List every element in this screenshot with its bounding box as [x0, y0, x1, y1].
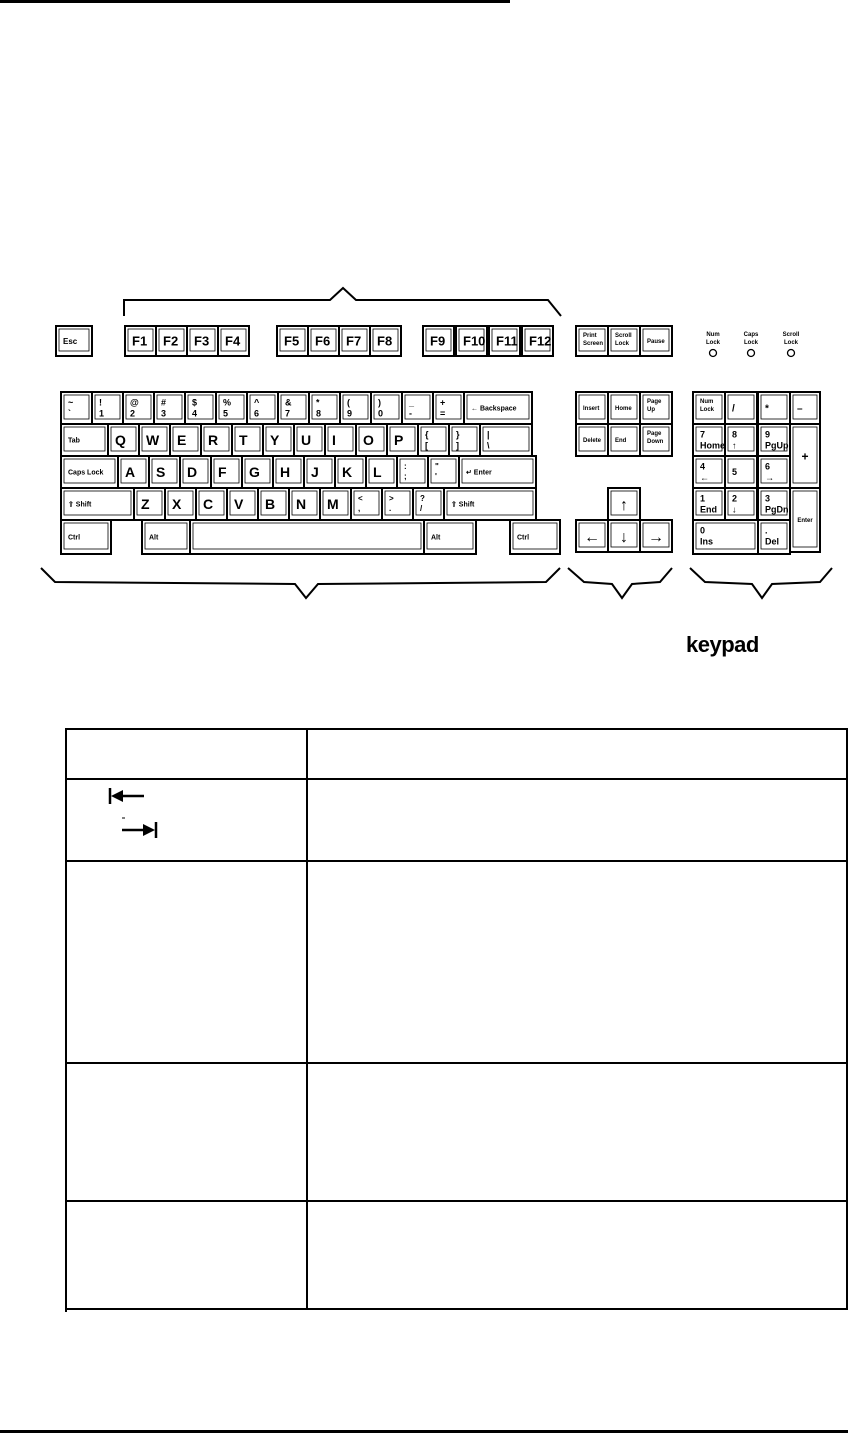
key-f8[interactable]	[370, 326, 401, 356]
key-t[interactable]	[232, 424, 263, 456]
key-5-label: 5	[223, 408, 229, 419]
key-u-label: U	[301, 432, 312, 449]
tab-key-symbol	[67, 780, 306, 860]
key-6[interactable]	[247, 392, 278, 424]
key-punct-r4-1[interactable]	[382, 488, 413, 520]
key-f11-label: F11	[496, 333, 518, 349]
key-down-arrow[interactable]	[608, 520, 640, 552]
key-6-label: 6	[254, 408, 260, 419]
key-caps-lock-label: Caps Lock	[68, 469, 104, 477]
key-delete-label: Delete	[583, 438, 602, 445]
key-f-label: F	[218, 464, 227, 481]
key-right-shift[interactable]	[444, 488, 536, 520]
key-backslash[interactable]	[480, 424, 532, 456]
key-left-arrow[interactable]	[576, 520, 608, 552]
numpad-8-label: 8	[732, 429, 738, 440]
key-esc[interactable]	[56, 326, 92, 356]
numpad-4-label: 4	[700, 461, 706, 472]
key-scroll-lock[interactable]	[608, 326, 640, 356]
key-3-label: #	[161, 397, 167, 408]
table-row	[66, 779, 847, 861]
key-9-label: 9	[347, 408, 353, 419]
key-4-label: $	[192, 397, 198, 408]
key-k[interactable]	[335, 456, 366, 488]
tab-arrows-icon	[67, 780, 187, 860]
key-pause[interactable]	[640, 326, 672, 356]
key-l-label: L	[373, 464, 382, 481]
indicator-scroll-lock-label: Lock	[783, 340, 799, 346]
key-8[interactable]	[309, 392, 340, 424]
key-f8-label: F8	[377, 333, 393, 349]
key-punct-r3-0-label: ;	[404, 471, 407, 481]
table-cell	[307, 861, 847, 1063]
numpad-5[interactable]	[725, 456, 757, 488]
key-scroll-lock-label: Lock	[615, 341, 630, 348]
numpad-del-label: .	[765, 525, 768, 536]
key-b[interactable]	[258, 488, 289, 520]
key-f5[interactable]	[277, 326, 308, 356]
key-f7[interactable]	[339, 326, 370, 356]
key-2-label: 2	[130, 408, 136, 419]
cursor-keys-bracket	[568, 568, 672, 598]
key-insert[interactable]	[576, 392, 608, 424]
key-up-arrow-label: ↑	[620, 496, 628, 514]
key-j-label: J	[311, 464, 319, 481]
numpad-9-label: PgUp	[765, 440, 789, 451]
key-right-alt[interactable]	[424, 520, 476, 554]
key-o[interactable]	[356, 424, 387, 456]
key-backspace[interactable]	[464, 392, 532, 424]
key-w[interactable]	[139, 424, 170, 456]
numpad-3-label: 3	[765, 493, 771, 504]
key-r[interactable]	[201, 424, 232, 456]
key-print-screen[interactable]	[576, 326, 608, 356]
key-0-label: 0	[378, 408, 384, 419]
key-q-label: Q	[115, 432, 126, 449]
key-tab-label: Tab	[68, 437, 80, 445]
key-punct-0-label: ~	[68, 397, 74, 408]
key-p-label: P	[394, 432, 404, 449]
key-0-label: )	[378, 397, 381, 408]
key-enter-label: ↵ Enter	[466, 469, 492, 477]
numpad-divide[interactable]	[725, 392, 757, 424]
key-punct-r4-1-label: .	[389, 503, 392, 513]
key-backslash-label: \	[487, 440, 490, 451]
key-f4[interactable]	[218, 326, 249, 356]
numpad-plus[interactable]	[790, 424, 820, 488]
key-a[interactable]	[118, 456, 149, 488]
key-f4-label: F4	[225, 333, 241, 349]
numpad-0-ins-label: Ins	[700, 536, 714, 547]
numpad-4-label: ←	[700, 472, 709, 483]
key-f1[interactable]	[125, 326, 156, 356]
key-insert-label: Insert	[583, 406, 600, 413]
key-tab[interactable]	[61, 424, 108, 456]
numpad-2-label: ↓	[732, 504, 737, 515]
table-cell	[66, 1201, 307, 1309]
numpad-multiply-label: *	[765, 403, 769, 415]
key-z[interactable]	[134, 488, 165, 520]
key-end[interactable]	[608, 424, 640, 456]
key-table	[65, 728, 848, 1310]
key-f9[interactable]	[423, 326, 454, 356]
key-f12-label: F12	[529, 333, 552, 349]
numpad-7[interactable]	[693, 424, 725, 456]
numpad-num-lock[interactable]	[693, 392, 725, 424]
key-c-label: C	[203, 496, 214, 513]
key-f9-label: F9	[430, 333, 446, 349]
key-o-label: O	[363, 432, 374, 449]
key-y[interactable]	[263, 424, 294, 456]
key-g[interactable]	[242, 456, 273, 488]
key-up-arrow[interactable]	[608, 488, 640, 520]
key-left-alt-label: Alt	[149, 534, 159, 542]
numpad-1-label: 1	[700, 493, 706, 504]
key-f3[interactable]	[187, 326, 218, 356]
key-1[interactable]	[92, 392, 123, 424]
table-row	[66, 1201, 847, 1309]
table-cell	[307, 779, 847, 861]
tab-key-cell	[66, 779, 307, 861]
numpad-2-label: 2	[732, 493, 738, 504]
key-d-label: D	[187, 464, 198, 481]
indicator-light	[788, 350, 795, 357]
numpad-enter-label: Enter	[797, 518, 813, 525]
key-right-alt-label: Alt	[431, 534, 441, 542]
key-punct-11-label: -	[409, 408, 412, 419]
numpad-multiply[interactable]	[758, 392, 790, 424]
key-right-arrow[interactable]	[640, 520, 672, 552]
key-n[interactable]	[289, 488, 320, 520]
key-3[interactable]	[154, 392, 185, 424]
key-8-label: 8	[316, 408, 322, 419]
key-f6-label: F6	[315, 333, 331, 349]
key-7-label: 7	[285, 408, 291, 419]
key-a-label: A	[125, 464, 136, 481]
table-cell	[307, 1201, 847, 1309]
key-delete[interactable]	[576, 424, 608, 456]
key-right-ctrl-label: Ctrl	[517, 534, 530, 542]
key-1-label: 1	[99, 408, 105, 419]
key-left-ctrl[interactable]	[61, 520, 111, 554]
key-l[interactable]	[366, 456, 397, 488]
numpad-del-label: Del	[765, 536, 780, 547]
key-h-label: H	[280, 464, 291, 481]
numpad-1[interactable]	[693, 488, 725, 520]
key-8-label: *	[316, 397, 320, 408]
key-e-label: E	[177, 432, 187, 449]
key-bracket-1-label: ]	[456, 440, 459, 451]
typewriter-keys-bracket	[41, 568, 560, 598]
key-right-arrow-label: →	[648, 528, 664, 546]
numpad-minus[interactable]	[790, 392, 820, 424]
numpad-3[interactable]	[758, 488, 790, 520]
key-u[interactable]	[294, 424, 325, 456]
key-bracket-0-label: [	[425, 440, 428, 451]
key-g-label: G	[249, 464, 260, 481]
key-2-label: @	[130, 397, 139, 408]
key-home-label: Home	[615, 406, 632, 413]
key-f2[interactable]	[156, 326, 187, 356]
key-h[interactable]	[273, 456, 304, 488]
key-4[interactable]	[185, 392, 216, 424]
indicator-num-lock-label: Lock	[705, 340, 721, 346]
key-m-label: M	[327, 496, 339, 513]
numpad-enter[interactable]	[790, 488, 820, 552]
key-y-label: Y	[270, 432, 280, 449]
key-f11[interactable]	[489, 326, 520, 356]
table-cell	[307, 1063, 847, 1201]
key-punct-r3-1-label: '	[435, 471, 437, 481]
key-punct-0[interactable]	[61, 392, 92, 424]
indicator-light	[710, 350, 717, 357]
numpad-plus-label: +	[801, 449, 809, 464]
numpad-8[interactable]	[725, 424, 757, 456]
key-caps-lock[interactable]	[61, 456, 118, 488]
key-right-shift-label: ⇧ Shift	[451, 501, 475, 509]
key-q[interactable]	[108, 424, 139, 456]
key-punct-r4-0-label: <	[358, 493, 363, 503]
key-down-arrow-label: ↓	[620, 528, 628, 546]
key-i-label: I	[332, 432, 336, 449]
key-backspace-label: ← Backspace	[471, 405, 517, 413]
table-header-row	[66, 729, 847, 779]
key-page-down[interactable]	[640, 424, 672, 456]
key-print-screen-label: Screen	[583, 341, 604, 348]
key-f3-label: F3	[194, 333, 210, 349]
table-cell	[66, 861, 307, 1063]
key-k-label: K	[342, 464, 353, 481]
key-7-label: &	[285, 397, 292, 408]
key-left-alt[interactable]	[142, 520, 190, 554]
key-6-label: ^	[254, 397, 260, 408]
table-left-edge	[65, 1200, 67, 1312]
table-row	[66, 1063, 847, 1201]
key-x-label: X	[172, 496, 182, 513]
header-cell-function	[307, 729, 847, 779]
numpad-5-label: 5	[732, 467, 738, 478]
key-x[interactable]	[165, 488, 196, 520]
numpad-1-label: End	[700, 504, 717, 515]
key-print-screen-label: Print	[583, 333, 597, 340]
key-punct-r3-0-label: :	[404, 461, 407, 471]
indicator-caps-lock-label: Caps	[743, 332, 759, 338]
key-9[interactable]	[340, 392, 371, 424]
numpad-divide-label: /	[732, 403, 735, 415]
numpad-4[interactable]	[693, 456, 725, 488]
indicator-num-lock-label: Num	[706, 332, 720, 338]
keypad-bracket	[690, 568, 832, 598]
key-punct-r4-2-label: ?	[420, 493, 425, 503]
key-t-label: T	[239, 432, 248, 449]
indicator-caps-lock-label: Lock	[743, 340, 759, 346]
key-f10-label: F10	[463, 333, 486, 349]
key-left-ctrl-label: Ctrl	[68, 534, 81, 542]
key-f6[interactable]	[308, 326, 339, 356]
key-d[interactable]	[180, 456, 211, 488]
key-s[interactable]	[149, 456, 180, 488]
key-bracket-0[interactable]	[418, 424, 449, 456]
key-f12[interactable]	[522, 326, 553, 356]
key-5[interactable]	[216, 392, 247, 424]
key-f[interactable]	[211, 456, 242, 488]
key-scroll-lock-label: Scroll	[615, 333, 632, 340]
numpad-7-label: 7	[700, 429, 706, 440]
indicator-scroll-lock-label: Scroll	[782, 332, 800, 338]
table-cell	[66, 1063, 307, 1201]
key-bracket-1-label: }	[456, 429, 460, 440]
key-s-label: S	[156, 464, 166, 481]
keypad-label: keypad	[686, 632, 759, 657]
key-f5-label: F5	[284, 333, 300, 349]
key-esc-label: Esc	[63, 336, 78, 346]
key-c[interactable]	[196, 488, 227, 520]
key-f2-label: F2	[163, 333, 179, 349]
key-f1-label: F1	[132, 333, 148, 349]
key-4-label: 4	[192, 408, 198, 419]
numpad-num-lock-label: Num	[700, 399, 714, 406]
key-0[interactable]	[371, 392, 402, 424]
key-punct-12-label: =	[440, 408, 446, 419]
key-punct-r3-1-label: "	[435, 461, 439, 471]
key-7[interactable]	[278, 392, 309, 424]
numpad-del[interactable]	[758, 520, 790, 554]
numpad-7-label: Home	[700, 440, 726, 451]
key-v-label: V	[234, 496, 244, 513]
key-left-arrow-label: ←	[584, 528, 600, 546]
key-i[interactable]	[325, 424, 356, 456]
key-j[interactable]	[304, 456, 335, 488]
key-backslash-label: |	[487, 429, 490, 440]
key-v[interactable]	[227, 488, 258, 520]
key-punct-12[interactable]	[433, 392, 464, 424]
key-page-down-label: Page	[647, 431, 662, 438]
header-cell-key	[66, 729, 307, 779]
key-punct-r4-0[interactable]	[351, 488, 382, 520]
table-row	[66, 861, 847, 1063]
key-punct-r4-1-label: >	[389, 493, 394, 503]
key-home[interactable]	[608, 392, 640, 424]
indicator-light	[748, 350, 755, 357]
function-keys-bracket	[124, 288, 561, 316]
key-3-label: 3	[161, 408, 167, 419]
numpad-2[interactable]	[725, 488, 757, 520]
key-enter[interactable]	[459, 456, 536, 488]
key-p[interactable]	[387, 424, 418, 456]
key-bracket-1[interactable]	[449, 424, 480, 456]
key-punct-0-label: `	[68, 408, 71, 419]
key-b-label: B	[265, 496, 276, 513]
key-punct-r3-0[interactable]	[397, 456, 428, 488]
key-9-label: (	[347, 397, 350, 408]
key-e[interactable]	[170, 424, 201, 456]
keyboard-diagram	[0, 0, 848, 640]
numpad-minus-label: –	[797, 403, 803, 415]
key-f7-label: F7	[346, 333, 362, 349]
key-punct-r4-0-label: ,	[358, 503, 361, 513]
key-punct-r4-2[interactable]	[413, 488, 444, 520]
key-punct-r4-2-label: /	[420, 503, 423, 513]
key-page-up[interactable]	[640, 392, 672, 424]
numpad-9-label: 9	[765, 429, 771, 440]
bottom-rule	[0, 1430, 848, 1433]
key-page-up-label: Up	[647, 407, 655, 414]
numpad-3-label: PgDn	[765, 504, 789, 515]
numpad-0-ins[interactable]	[693, 520, 758, 554]
key-w-label: W	[146, 432, 160, 449]
key-left-shift-label: ⇧ Shift	[68, 501, 92, 509]
key-page-down-label: Down	[647, 439, 664, 446]
key-z-label: Z	[141, 496, 150, 513]
key-left-shift[interactable]	[61, 488, 134, 520]
numpad-6-label: 6	[765, 461, 771, 472]
key-punct-11-label: _	[409, 397, 415, 408]
numpad-num-lock-label: Lock	[700, 407, 715, 414]
key-space[interactable]	[190, 520, 424, 554]
numpad-8-label: ↑	[732, 440, 737, 451]
key-n-label: N	[296, 496, 307, 513]
key-right-ctrl[interactable]	[510, 520, 560, 554]
key-r-label: R	[208, 432, 219, 449]
key-page-up-label: Page	[647, 399, 662, 406]
numpad-9[interactable]	[758, 424, 790, 456]
key-punct-11[interactable]	[402, 392, 433, 424]
key-2[interactable]	[123, 392, 154, 424]
numpad-6-label: →	[765, 472, 774, 483]
key-punct-12-label: +	[440, 397, 446, 408]
key-1-label: !	[99, 397, 102, 408]
key-bracket-0-label: {	[425, 429, 429, 440]
numpad-6[interactable]	[758, 456, 790, 488]
key-m[interactable]	[320, 488, 351, 520]
key-punct-r3-1[interactable]	[428, 456, 459, 488]
key-end-label: End	[615, 438, 627, 445]
key-5-label: %	[223, 397, 232, 408]
numpad-0-ins-label: 0	[700, 525, 706, 536]
key-pause-label: Pause	[647, 339, 665, 346]
key-f10[interactable]	[456, 326, 487, 356]
